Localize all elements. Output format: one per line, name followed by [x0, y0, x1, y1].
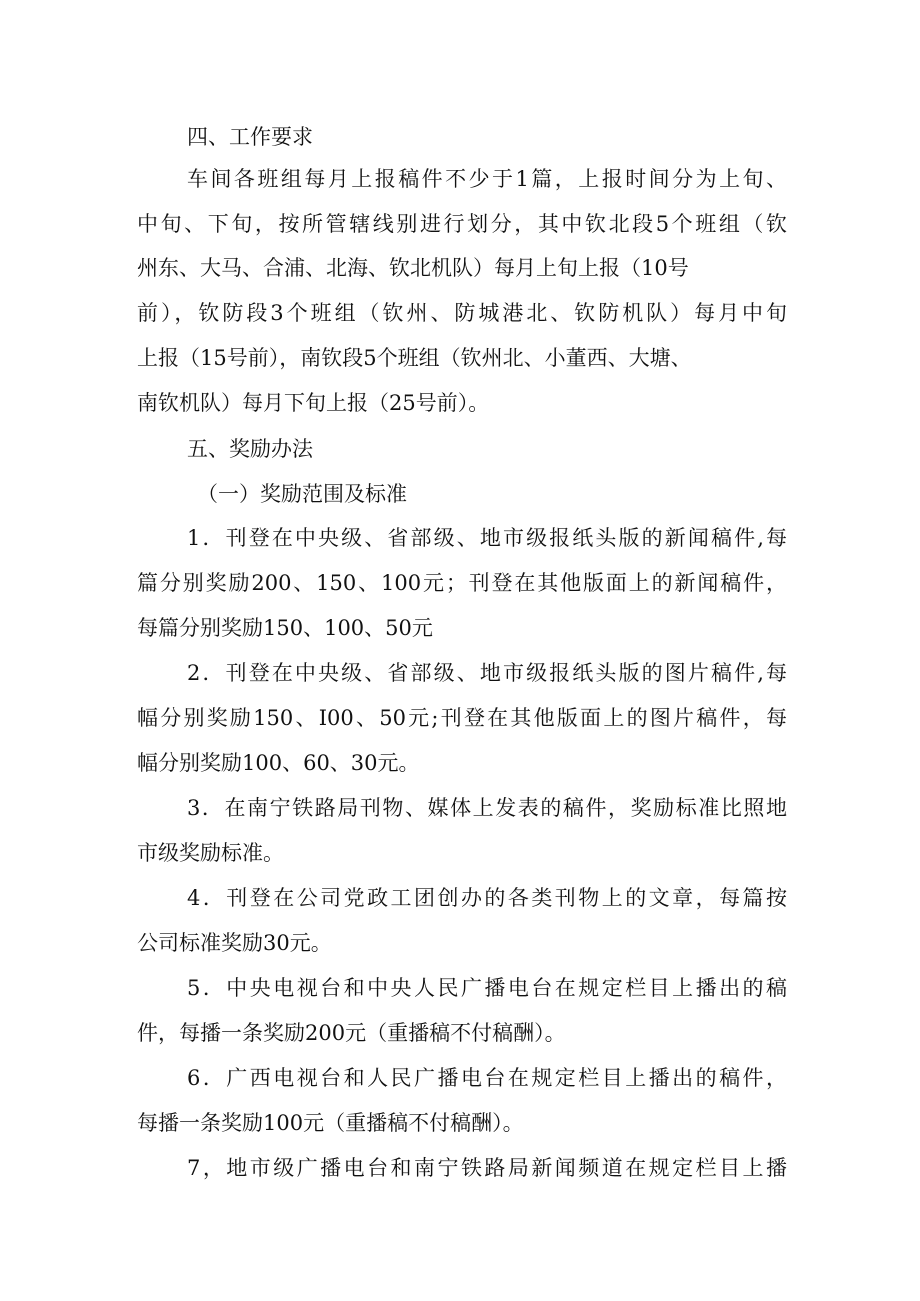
list-item-line: 5．中央电视台和中央人民广播电台在规定栏目上播出的稿 — [187, 976, 787, 1000]
list-item-line: 篇分别奖励200、150、100元；刊登在其他版面上的新闻稿件， — [137, 571, 787, 595]
paragraph-line: 上报（15号前），南钦段5个班组（钦州北、小董西、大塘、 — [137, 346, 692, 370]
list-item-line: 1．刊登在中央级、省部级、地市级报纸头版的新闻稿件,每 — [187, 526, 787, 550]
paragraph-line: 车间各班组每月上报稿件不少于1篇，上报时间分为上旬、 — [187, 167, 787, 191]
paragraph-line: 前），钦防段3个班组（钦州、防城港北、钦防机队）每月中旬 — [137, 301, 787, 325]
section-heading-work-requirements: 四、工作要求 — [187, 125, 313, 149]
subsection-heading: （一）奖励范围及标准 — [197, 482, 407, 506]
list-item-line: 2．刊登在中央级、省部级、地市级报纸头版的图片稿件,每 — [187, 661, 787, 685]
list-item-line: 幅分别奖励150、I00、50元;刊登在其他版面上的图片稿件，每 — [137, 706, 787, 730]
list-item-line: 幅分别奖励100、60、30元。 — [137, 751, 420, 775]
list-item-line: 每篇分别奖励150、100、50元 — [137, 616, 433, 640]
paragraph-line: 中旬、下旬，按所管辖线别进行划分，其中钦北段5个班组（钦 — [137, 212, 787, 236]
list-item-line: 7，地市级广播电台和南宁铁路局新闻频道在规定栏目上播 — [187, 1156, 787, 1180]
list-item-line: 3．在南宁铁路局刊物、媒体上发表的稿件，奖励标准比照地 — [187, 796, 787, 820]
paragraph-line: 州东、大马、合浦、北海、钦北机队）每月上旬上报（10号 — [137, 256, 689, 280]
list-item-line: 6．广西电视台和人民广播电台在规定栏目上播出的稿件， — [187, 1066, 787, 1090]
list-item-line: 每播一条奖励100元（重播稿不付稿酬）。 — [137, 1111, 524, 1135]
paragraph-line: 南钦机队）每月下旬上报（25号前）。 — [137, 391, 490, 415]
list-item-line: 4．刊登在公司党政工团创办的各类刊物上的文章，每篇按 — [187, 886, 787, 910]
list-item-line: 件，每播一条奖励200元（重播稿不付稿酬）。 — [137, 1021, 566, 1045]
section-heading-reward-methods: 五、奖励办法 — [187, 437, 313, 461]
list-item-line: 公司标准奖励30元。 — [137, 931, 332, 955]
list-item-line: 市级奖励标准。 — [137, 841, 284, 865]
